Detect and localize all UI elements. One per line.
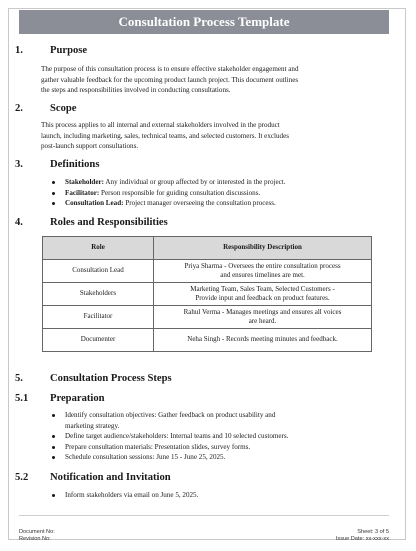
text-line: Identify consultation objectives: Gather feedback on product usability and — [65, 411, 276, 419]
list-item: Inform stakeholders via email on June 5, 2025. — [41, 490, 371, 501]
section-title: Notification and Invitation — [50, 472, 171, 483]
notification-list — [41, 490, 371, 501]
heading-steps — [15, 373, 172, 384]
section-number: 3. — [15, 159, 23, 170]
heading-purpose — [15, 45, 87, 56]
text-line: Neha Singh - Records meeting minutes and feedback. — [187, 335, 338, 344]
definition: Any individual or group affected by or interested in the project. — [104, 178, 286, 186]
description-cell — [154, 260, 372, 283]
list-item: Define target audience/stakeholders: Internal teams and 10 selected customers. — [41, 431, 371, 442]
roles-table — [42, 236, 372, 352]
document-title: Consultation Process Template — [19, 10, 389, 34]
section-title: Definitions — [50, 159, 100, 170]
section-number: 5.1 — [15, 393, 29, 404]
term: Stakeholder: — [65, 178, 105, 186]
column-header-role: Role — [43, 237, 154, 260]
role-cell: Facilitator — [43, 306, 154, 329]
definition: Project manager overseeing the consultation process. — [123, 199, 276, 208]
section-title: Consultation Process Steps — [50, 373, 172, 384]
list-item: Schedule consultation sessions: June 15 - June 25, 2025. — [41, 452, 371, 463]
text-line: marketing strategy. — [65, 421, 120, 430]
text-line: Priya Sharma - Oversees the entire consultation process — [184, 261, 341, 270]
list-item — [41, 177, 371, 188]
list-item — [41, 188, 371, 199]
table-row — [43, 260, 372, 283]
heading-notification — [15, 472, 171, 483]
description-cell — [154, 283, 372, 306]
sheet-number: Sheet: 3 of 5 — [357, 529, 389, 535]
text-line: Rahul Verma - Manages meetings and ensures all voices — [183, 307, 342, 316]
text-line: Marketing Team, Sales Team, Selected Customers - — [190, 284, 335, 293]
section-number: 2. — [15, 103, 23, 114]
section-title: Scope — [50, 103, 77, 114]
text-line: Provide input and feedback on product features. — [195, 294, 330, 302]
section-number: 5.2 — [15, 472, 29, 483]
heading-roles — [15, 217, 168, 228]
list-item — [41, 410, 371, 431]
role-cell: Documenter — [43, 329, 154, 352]
definition: Person responsible for guiding consultation discussions. — [99, 188, 261, 197]
text-line: and ensures timelines are met. — [220, 271, 305, 279]
role-cell: Stakeholders — [43, 283, 154, 306]
scope-paragraph — [41, 120, 377, 152]
list-item — [41, 198, 371, 209]
footer-divider — [19, 515, 389, 516]
heading-definitions — [15, 159, 99, 170]
table-header-row — [43, 237, 372, 260]
term: Consultation Lead: — [65, 199, 124, 208]
description-cell — [154, 306, 372, 329]
text-line: post-launch support consultations. — [41, 142, 139, 151]
text-line: launch, including marketing, sales, technical teams, and selected customers. It excludes — [41, 131, 290, 140]
purpose-paragraph — [41, 64, 377, 96]
text-line: are heard. — [248, 317, 277, 325]
text-line: This process applies to all internal and external stakeholders involved in the product — [41, 121, 280, 129]
text-line: the steps and responsibilities involved in conducting consultations. — [41, 86, 231, 95]
heading-preparation — [15, 393, 105, 404]
section-title: Purpose — [50, 45, 88, 56]
table-row — [43, 306, 372, 329]
definitions-list — [41, 177, 371, 209]
section-title: Roles and Responsibilities — [50, 217, 168, 228]
document-number: Document No: — [19, 529, 55, 535]
table-row — [43, 283, 372, 306]
text-line: gather valuable feedback for the upcoming product launch project. This document outlines — [41, 75, 299, 84]
description-cell — [154, 329, 372, 352]
section-title: Preparation — [50, 393, 105, 404]
issue-date: Issue Date: xx-xxx-xx — [335, 536, 389, 542]
heading-scope — [15, 103, 76, 114]
preparation-list — [41, 410, 371, 463]
term: Facilitator: — [65, 188, 100, 197]
revision-number: Revision No: — [19, 536, 51, 542]
list-item: Prepare consultation materials: Presentation slides, survey forms. — [41, 442, 371, 453]
section-number: 1. — [15, 45, 23, 56]
role-cell: Consultation Lead — [43, 260, 154, 283]
table-row — [43, 329, 372, 352]
section-number: 4. — [15, 217, 23, 228]
column-header-description: Responsibility Description — [154, 237, 372, 260]
text-line: The purpose of this consultation process is to ensure effective stakeholder engagement and — [41, 65, 299, 73]
section-number: 5. — [15, 373, 23, 384]
